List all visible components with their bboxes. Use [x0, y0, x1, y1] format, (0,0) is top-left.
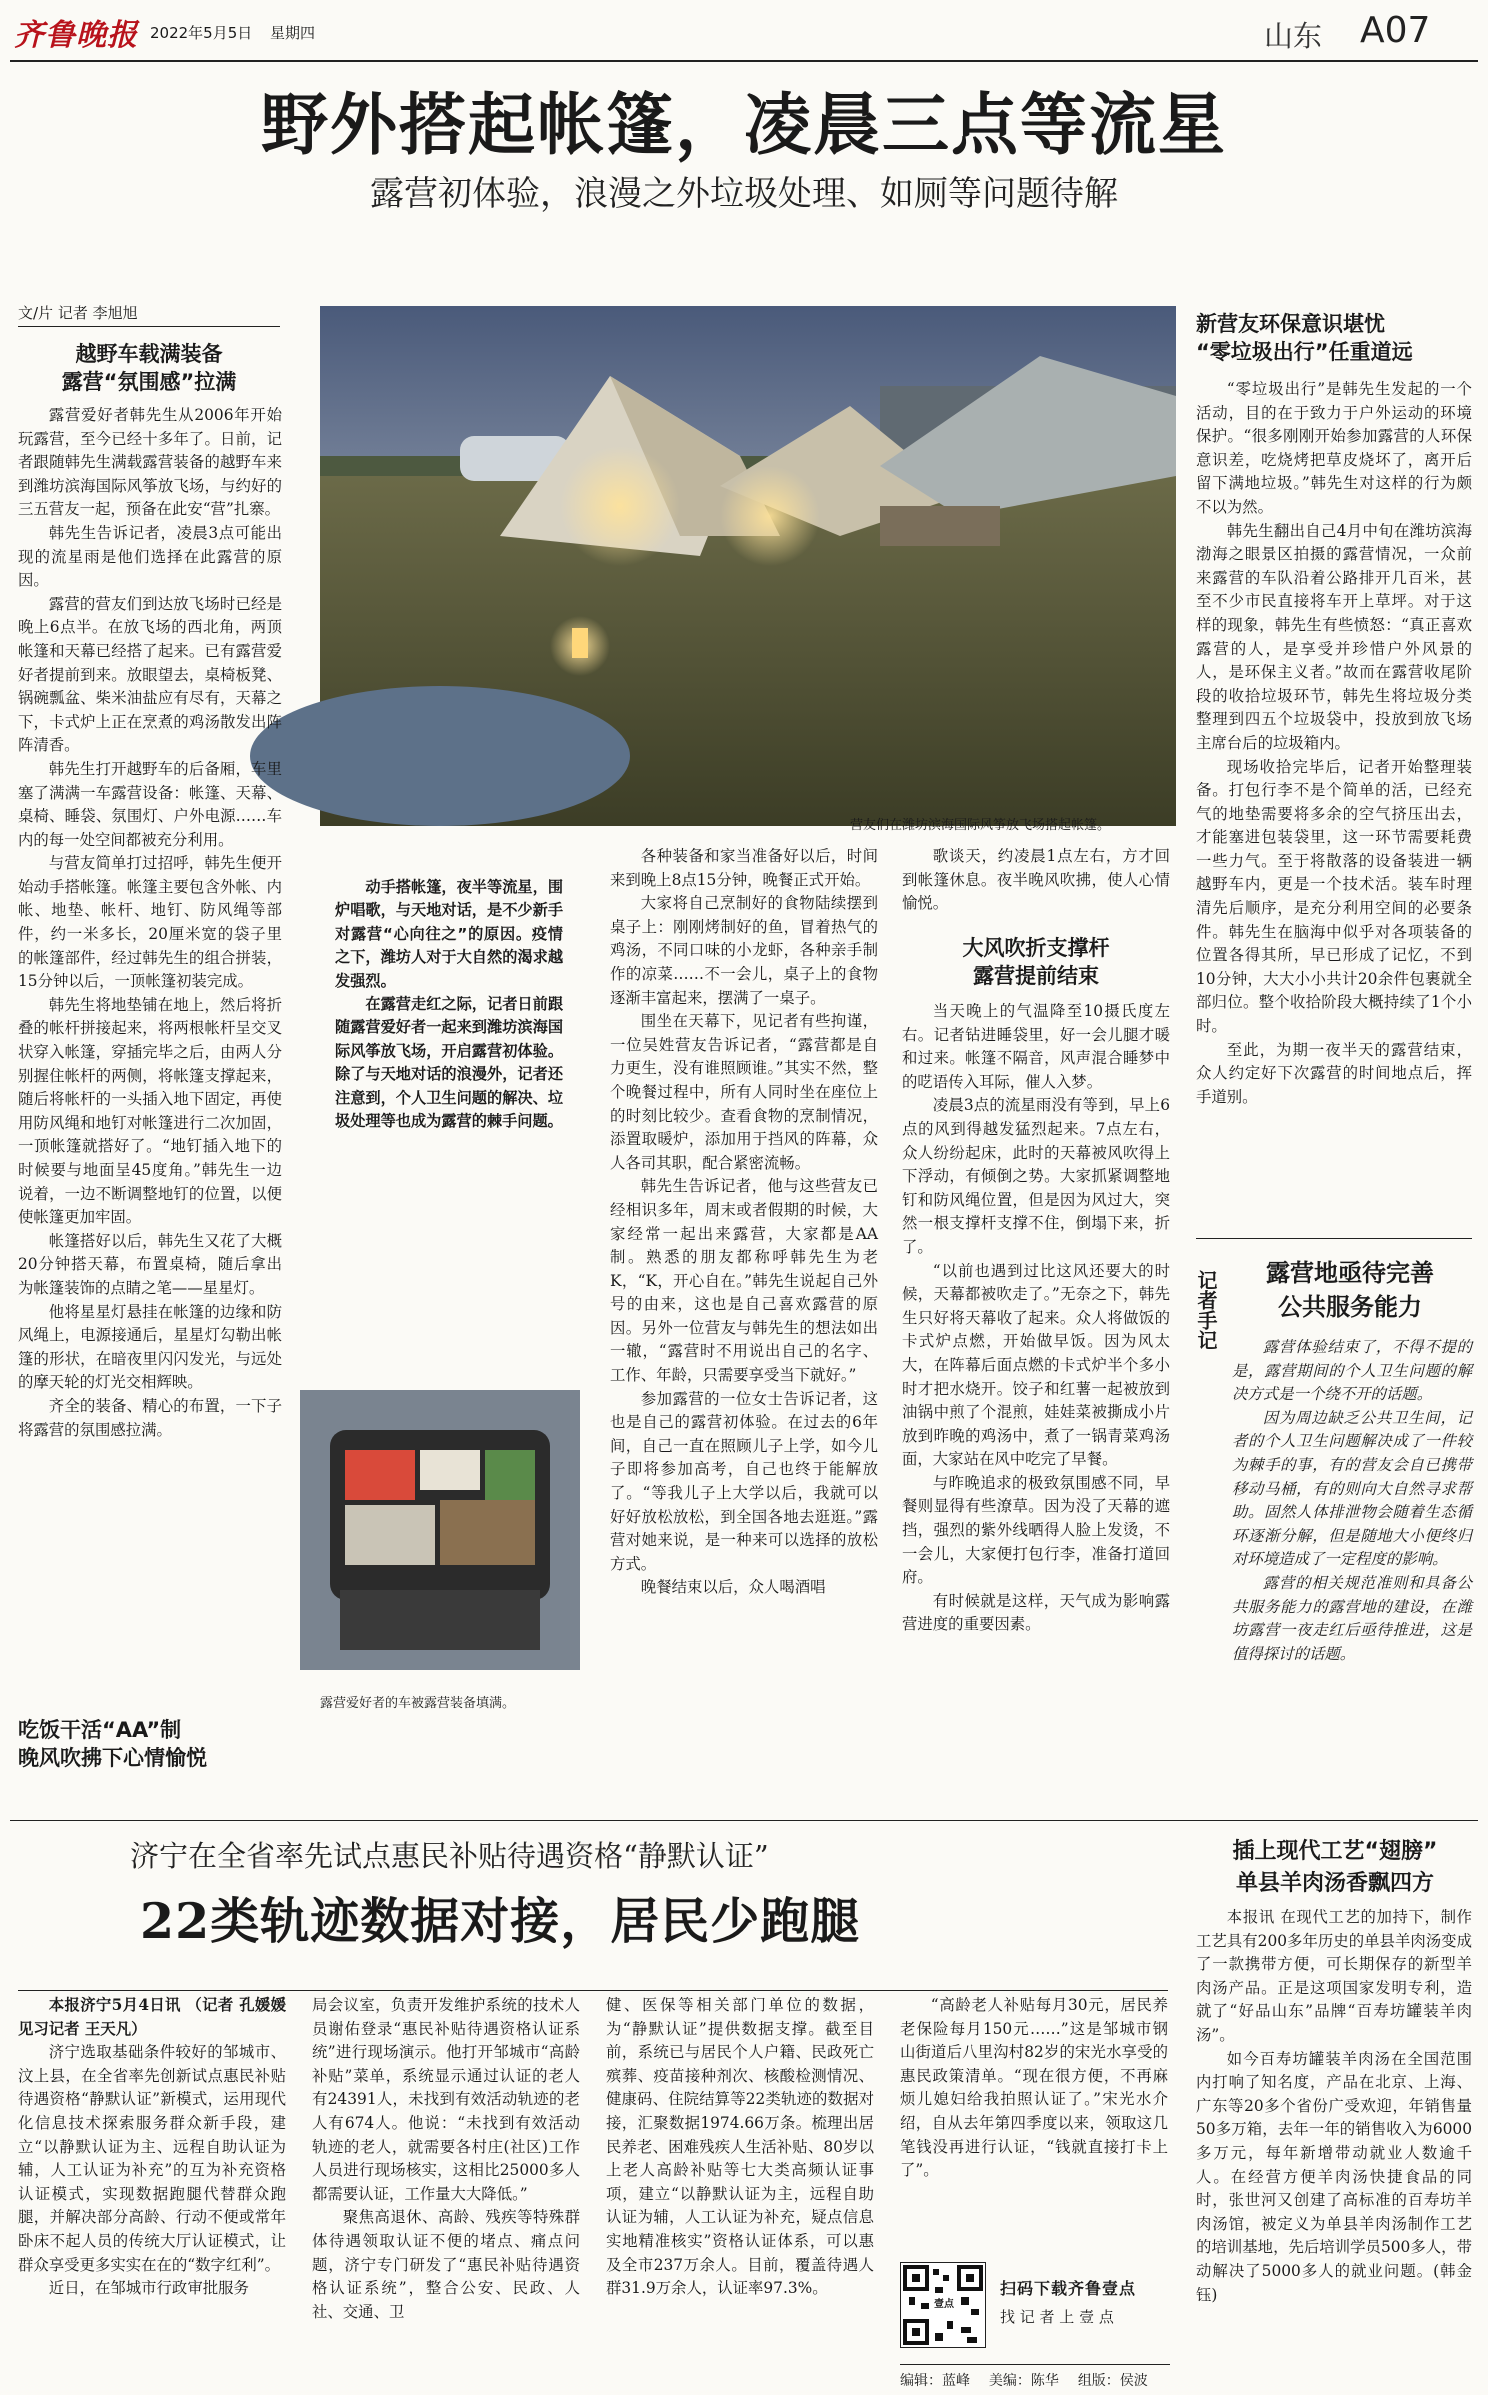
col1-para: 齐全的装备、精心的布置，一下子将露营的氛围感拉满。	[18, 1396, 282, 1439]
col4-body	[902, 1000, 1170, 1810]
notes-para: 因为周边缺乏公共卫生间，记者的个人卫生问题解决成了一件较为棘手的事，有的营友会自已携带移动马桶，有的则向大自然寻求帮助。固然人体排泄物会随着生态循环逐渐分解，但是随地大小便终归对环境造成了一定程度的影响。	[1232, 1408, 1472, 1569]
col3-body	[610, 845, 878, 1805]
article3-headline: 插上现代工艺“翅膀” 单县羊肉汤香飘四方	[1232, 1839, 1438, 1896]
footer-proof: 组版：侯波	[1077, 2373, 1148, 2389]
byline-rule	[18, 326, 280, 327]
notes-para: 露营体验结束了，不得不提的是，露营期间的个人卫生问题的解决方式是一个绕不开的话题。	[1232, 1338, 1472, 1404]
article1-headline: 野外搭起帐篷，凌晨三点等流星	[261, 85, 1227, 164]
col1-body	[18, 404, 282, 1704]
footer-credits	[900, 2370, 1148, 2390]
col4-para: “以前也遇到过比这风还要大的时候，天幕都被吹走了。”无奈之下，韩先生只好将天幕收了起来。众人将做饭的卡式炉点燃，开始做早饭。因为风太大，在阵幕后面点燃的卡式炉半个多小时才把水烧开。饺子和红薯一起被放到油锅中煎了个混煎，娃娃菜被撕成小片放到昨晚的鸡汤中，煮了一锅青菜鸡汤面，大家站在风中吃完了早餐。	[902, 1261, 1170, 1469]
article1-byline: 文/片 记者 李旭旭	[18, 304, 138, 322]
col1-para: 韩先生将地垫铺在地上，然后将折叠的帐杆拼接起来，将两根帐杆呈交叉状穿入帐篷，穿插完毕之后，由两人分别握住帐杆的两侧，将帐篷支撑起来，随后将帐杆的一头插入地下固定，再使用防风绳和地钉对帐篷进行二次加固，一顶帐篷就搭好了。“地钉插入地下的时候要与地面呈45度角。”韩先生一边说着，一边不断调整地钉的位置，以便使帐篷更加牢固。	[18, 995, 282, 1227]
article2-col3	[606, 1994, 874, 2374]
article-separator	[10, 1820, 1478, 1821]
intro-para: 在露营走红之际，记者日前跟随露营爱好者一起来到潍坊滨海国际风筝放飞场，开启露营初体验。除了与天地对话的浪漫外，记者还注意到，个人卫生问题的解决、垃圾处理等也成为露营的棘手问题。	[335, 995, 563, 1131]
article2-para: 健、医保等相关部门单位的数据，为“静默认证”提供数据支撑。截至目前，系统已与居民个人户籍、民政死亡殡葬、疫苗接种剂次、核酸检测情况、健康码、住院结算等22类轨迹的数据对接，汇聚数据1974.66万条。梳理出居民养老、困难残疾人生活补贴、80岁以上老人高龄补贴等七大类高频认证事项，建立“以静默认证为主，远程自助认证为辅，人工认证为补充，疑点信息实地精准核实”资格认证体系，可以惠及全市237万余人。目前，覆盖待遇人群31.9万余人，认证率97.3%。	[606, 1996, 874, 2298]
article2-headline: 22类轨迹数据对接，居民少跑腿	[140, 1892, 861, 1950]
col4-para: 歌谈天，约凌晨1点左右，方才回到帐篷休息。夜半晚风吹拂，使人心情愉悦。	[902, 847, 1170, 913]
article2-byline: 本报济宁5月4日讯 （记者 孔媛媛 见习记者 王天凡）	[18, 1996, 286, 2038]
section-name: 山东	[1264, 19, 1323, 53]
article2-para: 局会议室，负责开发维护系统的技术人员谢佑登录“惠民补贴待遇资格认证系统”进行现场演示。他打开邹城市“高龄补贴”菜单，系统显示通过认证的老人有24391人，未找到有效活动轨迹的老人有674人。他说：“未找到有效活动轨迹的老人，就需要各村庄(社区)工作人员进行现场核实，这相比25000多人都需要认证，工作量大大降低。”	[312, 1996, 580, 2203]
col1-para: 韩先生打开越野车的后备厢，车里塞了满满一车露营设备：帐篷、天幕、桌椅、睡袋、氛围灯、户外电源……车内的每一处空间都被充分利用。	[18, 759, 282, 849]
col1-para: 他将星星灯悬挂在帐篷的边缘和防风绳上，电源接通后，星星灯勾勒出帐篷的形状，在暗夜里闪闪发光，与远处的摩天轮的灯光交相辉映。	[18, 1302, 282, 1392]
qr-badge: 壹点	[931, 2297, 957, 2313]
col3-para: 大家将自己烹制好的食物陆续摆到桌子上：刚刚烤制好的鱼，冒着热气的鸡汤，不同口味的小龙虾，各种亲手制作的凉菜……不一会儿，桌子上的食物逐渐丰富起来，摆满了一桌子。	[610, 894, 878, 1007]
col1-subhead: 越野车载满装备 露营“氛围感”拉满	[61, 342, 237, 394]
col5-body	[1196, 378, 1472, 1228]
notes-para: 露营的相关规范准则和具备公共服务能力的露营地的建设，在潍坊露营一夜走红后亟待推进，这是值得探讨的话题。	[1232, 1573, 1472, 1663]
masthead-rule	[10, 60, 1478, 62]
col4-top	[902, 845, 1170, 917]
col1-para: 韩先生告诉记者，凌晨3点可能出现的流星雨是他们选择在此露营的原因。	[18, 523, 282, 590]
issue-date: 2022年5月5日	[150, 24, 253, 42]
notes-label: 记者手记	[1194, 1270, 1218, 1350]
col5-para: 韩先生翻出自己4月中旬在潍坊滨海渤海之眼景区拍摄的露营情况，一众前来露营的车队沿着公路排开几百米，甚至不少市民直接将车开上草坪。对于这样的现象，韩先生有些愤怒：“真正喜欢露营的人，是享受并珍惜户外风景的人，是环保主义者。”故而在露营收尾阶段的收拾垃圾环节，韩先生将垃圾分类整理到四五个垃圾袋中，投放到放飞场主席台后的垃圾箱内。	[1196, 521, 1472, 752]
col4-para: 当天晚上的气温降至10摄氏度左右。记者钻进睡袋里，好一会儿腿才暖和过来。帐篷不隔音，风声混合睡梦中的呓语传入耳际，催人入梦。	[902, 1002, 1170, 1091]
article2-para: “高龄老人补贴每月30元，居民养老保险每月150元……”这是邹城市钢山街道后八里沟村82岁的宋光水享受的惠民政策清单。“现在很方便，不再麻烦儿媳妇给我拍照认证了。”宋光水介绍，自从去年第四季度以来，领取这几笔钱没再进行认证，“钱就直接打卡上了”。	[900, 1996, 1168, 2180]
col4-para: 凌晨3点的流星雨没有等到，早上6点的风到得越发猛烈起来。7点左右，众人纷纷起床，此时的天幕被风吹得上下浮动，有倾倒之势。大家抓紧调整地钉和防风绳位置，但是因为风过大，突然一根支撑杆支撑不住，倒塌下来，折了。	[902, 1096, 1170, 1256]
article2-col1	[18, 1994, 286, 2374]
col1-para: 帐篷搭好以后，韩先生又花了大概20分钟搭天幕，布置桌椅，随后拿出为帐篷装饰的点睛之笔——星星灯。	[18, 1231, 282, 1297]
article3-body	[1196, 1906, 1472, 2376]
notes-title: 露营地亟待完善 公共服务能力	[1266, 1259, 1434, 1321]
col3-para: 参加露营的一位女士告诉记者，这也是自己的露营初体验。在过去的6年间，自己一直在照顾儿子上学，如今儿子即将参加高考，自己也终于能解放了。“等我儿子上大学以后，我就可以好好放松放松，到全国各地去逛逛。”露营对她来说，是一种来可以选择的放松方式。	[610, 1389, 878, 1573]
page-number: A07	[1360, 10, 1431, 51]
article1-subheadline: 露营初体验，浪漫之外垃圾处理、如厕等问题待解	[370, 174, 1118, 214]
qr-line2: 找 记 者 上 壹 点	[1000, 2308, 1114, 2326]
qr-line1: 扫码下载齐鲁壹点	[1000, 2279, 1137, 2298]
notes-body	[1232, 1336, 1472, 1806]
col3-para: 各种装备和家当准备好以后，时间来到晚上8点15分钟，晚餐正式开始。	[610, 847, 878, 889]
article2-col4	[900, 1994, 1168, 2180]
col3-para: 围坐在天幕下，见记者有些拘谨，一位吴姓营友告诉记者，“露营都是自力更生，没有谁照顾谁。”其实不然，整个晚餐过程中，所有人同时坐在座位上的时刻比较少。查看食物的烹制情况，添置取暖炉，添加用于挡风的阵幕，众人各司其职，配合紧密流畅。	[610, 1012, 878, 1172]
article2-rule	[18, 1990, 1168, 1991]
col4-para: 有时候就是这样，天气成为影响露营进度的重要因素。	[902, 1591, 1170, 1634]
article2-para: 聚焦高退休、高龄、残疾等特殊群体待遇领取认证不便的堵点、痛点问题，济宁专门研发了“惠民补贴待遇资格认证系统”，整合公安、民政、人社、交通、卫	[312, 2208, 580, 2321]
article3-para: 本报讯 在现代工艺的加持下，制作工艺具有200多年历史的单县羊肉汤变成了一款携带方便，可长期保存的新型羊肉汤产品。正是这项国家发明专利，造就了“好品山东”品牌“百寿坊罐装羊肉汤”。	[1196, 1908, 1472, 2044]
notes-rule	[1196, 1238, 1472, 1239]
issue-weekday: 星期四	[270, 24, 316, 42]
newspaper-logo: 齐鲁晚报	[14, 18, 138, 53]
col1-para: 露营的营友们到达放飞场时已经是晚上6点半。在放飞场的西北角，两顶帐篷和天幕已经搭了起来。已有露营爱好者提前到来。放眼望去，桌椅板凳、锅碗瓢盆、柴米油盐应有尽有，天幕之下，卡式炉上正在烹煮的鸡汤散发出阵阵清香。	[18, 594, 282, 755]
footer-rule	[900, 2364, 1170, 2365]
col5-para: “零垃圾出行”是韩先生发起的一个活动，目的在于致力于户外运动的环境保护。“很多刚刚开始参加露营的人环保意识差，吃烧烤把草皮烧坏了，离开后留下满地垃圾。”韩先生对这样的行为颇不以为然。	[1196, 380, 1472, 516]
footer-editor: 编辑：蓝峰	[900, 2373, 970, 2389]
article2-kicker: 济宁在全省率先试点惠民补贴待遇资格“静默认证”	[130, 1839, 769, 1873]
main-photo-caption: 营友们在潍坊滨海国际风筝放飞场搭起帐篷。	[850, 818, 1111, 833]
col3-para: 晚餐结束以后，众人喝酒唱	[640, 1578, 826, 1597]
car-trunk-photo	[300, 1390, 580, 1670]
col5-subhead: 新营友环保意识堪忧 “零垃圾出行”任重道远	[1196, 312, 1413, 364]
col3-para: 韩先生告诉记者，他与这些营友已经相识多年，周末或者假期的时候，大家经常一起出来露营，大家都是AA制。熟悉的朋友都称呼韩先生为老K，“K，开心自在。”韩先生说起自己外号的由来，这也是自己喜欢露营的原因。另外一位营友与韩先生的想法如出一辙，“露营时不用说出自己的名字、工作、年龄，只需要享受当下就好。”	[610, 1177, 878, 1385]
car-photo-caption: 露营爱好者的车被露营装备填满。	[320, 1696, 516, 1711]
article2-para: 济宁选取基础条件较好的邹城市、汶上县，在全省率先创新试点惠民补贴待遇资格“静默认证”新模式，运用现代化信息技术探索服务群众新手段，建立“以静默认证为主、远程自助认证为辅，人工认证为补充”的互为补充资格认证模式，实现数据跑腿代替群众跑腿，并解决部分高龄、行动不便或常年卧床不起人员的传统大厅认证模式，让群众享受更多实实在在的“数字红利”。	[18, 2043, 286, 2274]
article2-para: 近日，在邹城市行政审批服务	[48, 2279, 249, 2298]
tent-campsite-photo	[320, 306, 1176, 826]
col4-subhead: 大风吹折支撑杆 露营提前结束	[962, 936, 1110, 988]
col5-para: 至此，为期一夜半天的露营结束，众人约定好下次露营的时间地点后，挥手道别。	[1196, 1040, 1472, 1106]
qr-code[interactable]	[900, 2262, 986, 2348]
masthead	[0, 0, 1488, 62]
col4-para: 与昨晚追求的极致氛围感不同，早餐则显得有些潦草。因为没了天幕的遮挡，强烈的紫外线晒得人脸上发烫，不一会儿，大家便打包行李，准备打道回府。	[902, 1473, 1170, 1587]
col5-para: 现场收拾完毕后，记者开始整理装备。打包行李不是个简单的活，已经充气的地垫需要将多余的空气挤压出去，才能塞进包装袋里，这一环节需要耗费一些力气。至于将散落的设备装进一辆越野车内，更是一个技术活。装车时理清先后顺序，是充分利用空间的必要条件。韩先生在脑海中似乎对各项装备的位置各得其所，早已形成了记忆，不到10分钟，大大小小共计20余件包裹就全部归位。整个收拾阶段大概持续了1个小时。	[1196, 757, 1472, 1036]
col1-para: 与营友简单打过招呼，韩先生便开始动手搭帐篷。帐篷主要包含外帐、内帐、地垫、帐杆、地钉、防风绳等部件，约一米多长，20厘米宽的袋子里的帐篷部件，经过韩先生的组合拼装，15分钟以后，一顶帐篷初装完成。	[18, 854, 282, 991]
intro-para: 动手搭帐篷，夜半等流星，围炉唱歌，与天地对话，是不少新手对露营“心向往之”的原因。疫情之下，潍坊人对于大自然的渴求越发强烈。	[335, 878, 563, 990]
tent-campsite-illustration	[320, 306, 1176, 826]
col1-subhead2: 吃饭干活“AA”制 晚风吹拂下心情愉悦	[18, 1718, 207, 1770]
article2-col2	[312, 1994, 580, 2374]
car-trunk-illustration	[300, 1390, 580, 1670]
intro-box	[335, 876, 563, 1346]
footer-design: 美编：陈华	[988, 2373, 1059, 2389]
article3-para: 如今百寿坊罐装羊肉汤在全国范围内打响了知名度，产品在北京、上海、广东等20多个省份广受欢迎，年销售量50多万箱，去年一年的销售收入为6000多万元，每年新增带动就业人数逾千人。在经营方便羊肉汤快捷食品的同时，张世河又创建了高标准的百寿坊羊肉汤馆，被定义为单县羊肉汤制作工艺的培训基地，先后培训学员500多人，带动解决了5000多人的就业问题。(韩金钰)	[1196, 2049, 1472, 2304]
col1-para: 露营爱好者韩先生从2006年开始玩露营，至今已经十多年了。日前，记者跟随韩先生满载露营装备的越野车来到潍坊滨海国际风筝放飞场，与约好的三五营友一起，预备在此安“营”扎寨。	[18, 406, 282, 519]
